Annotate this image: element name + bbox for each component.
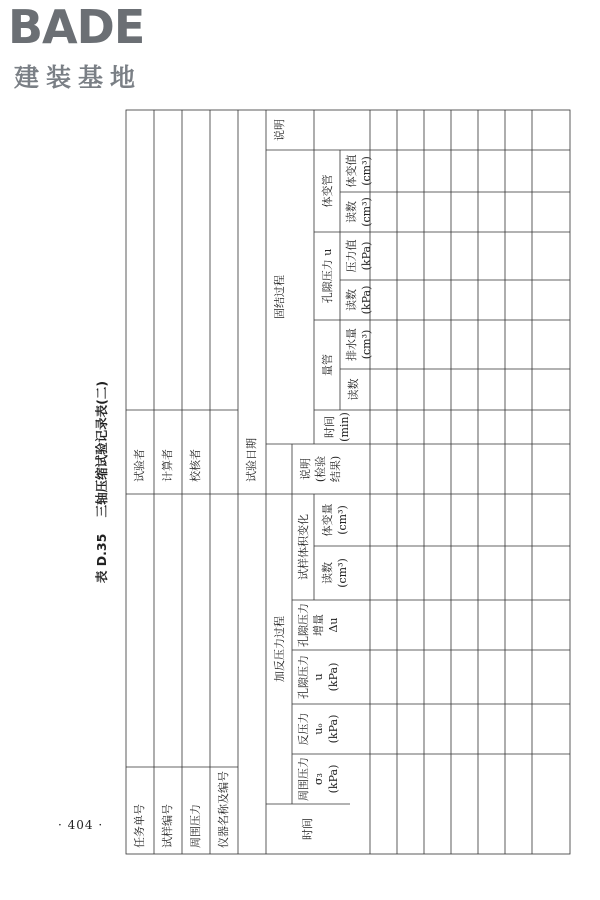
table-name: 三轴压缩试验记录表(二) (94, 380, 109, 518)
col-volume-amount-unit: (cm³) (336, 505, 349, 535)
col-pore-increment-symbol: Δu (327, 617, 340, 633)
watermark-logo (8, 0, 183, 96)
col-volume-reading-unit: (cm³) (336, 558, 349, 588)
col-volume-reading (320, 546, 350, 600)
col-pore-increment-sub: 增量 (312, 614, 325, 636)
col-note-check-line2: (检验 (314, 455, 327, 483)
col-vt-reading (344, 192, 374, 232)
col-consol-time-label: 时间 (323, 416, 336, 438)
col-consol-time (322, 410, 352, 444)
col-vt-value-unit: (cm³) (360, 156, 373, 186)
col-back-pressure-symbol: uₒ (312, 723, 325, 735)
col-conf-pressure-unit: (kPa) (327, 764, 340, 794)
col-conf-pressure (296, 754, 341, 804)
label-confining: 周围压力 (189, 804, 202, 848)
header-note: 说明 (273, 119, 286, 141)
header-back-pressure-process: 加反压力过程 (273, 616, 286, 682)
col-vt-value-label: 体变值 (345, 154, 358, 188)
label-tester: 试验者 (133, 449, 146, 482)
col-drainage-unit: (cm³) (360, 329, 373, 360)
col-vt-reading-unit: (cm³) (360, 197, 373, 227)
col-vt-reading-label: 读数 (345, 201, 358, 223)
watermark-brand: BADE (8, 0, 145, 54)
label-date: 试验日期 (245, 438, 258, 482)
col-vt-value (344, 150, 374, 192)
page-number: · 404 · (58, 818, 104, 832)
col-pore-increment-label: 孔隙压力 (297, 603, 310, 647)
header-consolidation: 固结过程 (273, 275, 286, 319)
col-conf-pressure-label: 周围压力 (297, 757, 310, 801)
col-pore-value (344, 232, 374, 280)
col-back-pressure-label: 反压力 (297, 712, 310, 746)
header-pore-u: 孔隙压力 u (321, 248, 334, 304)
col-pore-reading-label: 读数 (345, 289, 358, 311)
col-pore-value-label: 压力值 (345, 239, 358, 273)
label-checker: 校核者 (189, 449, 202, 482)
label-instrument: 仪器名称及编号 (217, 771, 230, 848)
watermark-subtitle: 建装基地 (14, 63, 143, 92)
col-pore-pressure (296, 650, 341, 704)
col-note-check-line1: 说明 (299, 458, 312, 480)
col-drainage (344, 320, 374, 369)
header-burette: 量管 (321, 354, 334, 376)
col-pore-increment (296, 600, 341, 650)
col-pore-pressure-unit: (kPa) (327, 662, 340, 692)
col-burette-reading: 读数 (347, 378, 360, 401)
col-back-pressure (296, 704, 341, 754)
col-volume-reading-label: 读数 (321, 562, 334, 584)
col-volume-amount-label: 体变量 (321, 503, 334, 537)
col-note-check (298, 444, 343, 494)
col-consol-time-unit: (min) (338, 412, 351, 442)
label-sample-no: 试样编号 (161, 804, 174, 848)
col-drainage-label: 排水量 (345, 328, 358, 361)
rotated-form (92, 102, 592, 862)
header-volume-change: 试样体积变化 (297, 514, 310, 580)
table-number: 表 D.35 (94, 533, 109, 584)
col-conf-pressure-symbol: σ₃ (312, 773, 325, 785)
col-pore-reading-unit: (kPa) (360, 285, 373, 315)
col-note-check-line3: 结果) (329, 455, 342, 483)
col-pore-reading (344, 280, 374, 320)
col-pore-pressure-label: 孔隙压力 (297, 655, 310, 699)
label-calculator: 计算者 (161, 449, 174, 482)
col-back-pressure-unit: (kPa) (327, 714, 340, 744)
header-time: 时间 (301, 818, 314, 840)
col-pore-pressure-symbol: u (312, 673, 325, 681)
label-task-no: 任务单号 (133, 804, 146, 848)
header-vol-tube: 体变管 (321, 174, 334, 208)
col-volume-amount (320, 494, 350, 546)
col-pore-value-unit: (kPa) (360, 241, 373, 271)
